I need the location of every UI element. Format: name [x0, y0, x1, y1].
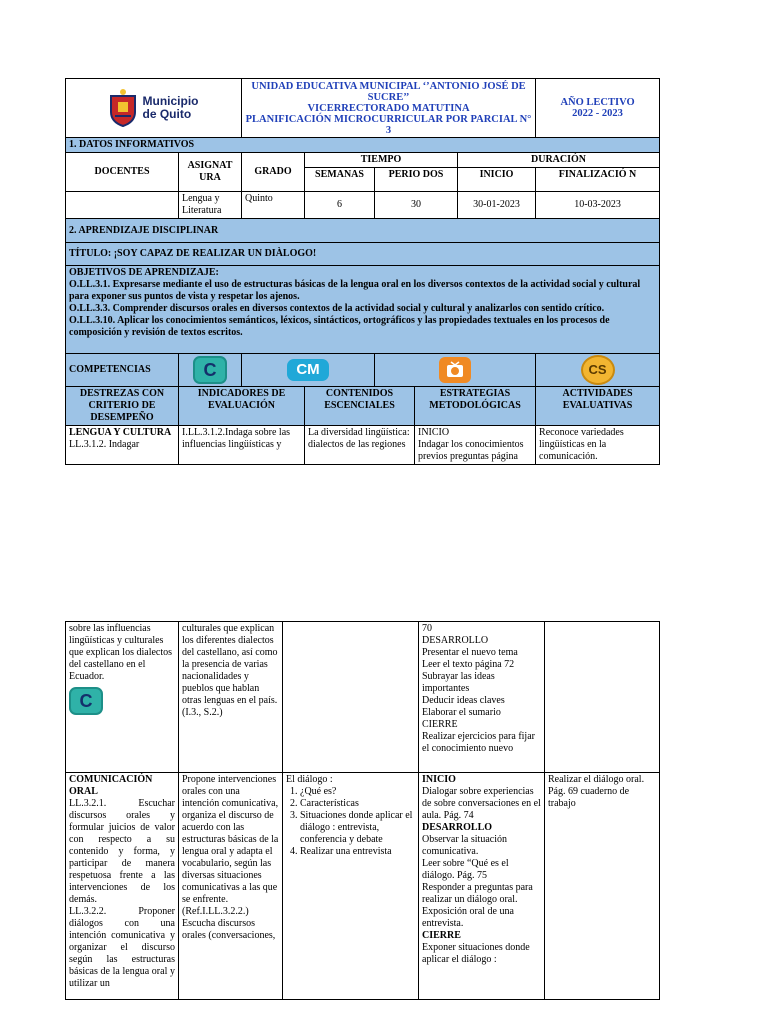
p2-row1-estrategias: [419, 622, 545, 773]
logo-line2: de Quito: [142, 107, 192, 121]
p2-desarrollo-item: Observar la situación comunicativa.: [422, 834, 507, 857]
p2-row2-destreza-heading: COMUNICACIÓN ORAL: [69, 774, 153, 797]
p2-contenido-heading: El diálogo :: [286, 774, 333, 785]
unit-title: TÍTULO: ¡SOY CAPAZ DE REALIZAR UN DIÀLOGO!: [66, 243, 660, 266]
p2-desarrollo-item: Responder a preguntas para realizar un diálogo oral.: [422, 882, 533, 905]
year-label: AÑO LECTIVO: [560, 97, 635, 108]
p2-contenido-list: [286, 786, 415, 858]
learning-objectives: [66, 266, 660, 354]
col-destrezas: DESTREZAS CON CRITERIO DE DESEMPEÑO: [66, 387, 179, 426]
p2-est-line: Subrayar las ideas importantes: [422, 671, 495, 694]
year-value: 2022 - 2023: [572, 108, 623, 119]
col-actividades: ACTIVIDADES EVALUATIVAS: [536, 387, 660, 426]
vice-rectorate: VICERRECTORADO MATUTINA: [307, 102, 470, 114]
col-periodos: PERIO DOS: [375, 168, 458, 192]
math-competency-icon: CM: [287, 359, 329, 381]
row1-estrategia-heading: INICIO: [418, 427, 450, 438]
section1-title: 1. DATOS INFORMATIVOS: [66, 138, 660, 153]
school-name: UNIDAD EDUCATIVA MUNICIPAL ‘’ANTONIO JOSÉ DE SUCRE’’: [251, 80, 526, 103]
logo-cell: [66, 79, 242, 138]
inicio-value: 30-01-2023: [458, 192, 536, 219]
col-grado: GRADO: [242, 153, 305, 192]
planning-table-page2: [65, 621, 660, 1000]
p2-desarrollo-item: Exposición oral de una entrevista.: [422, 906, 514, 929]
p2-row2-indicador: Propone intervenciones orales con una intención comunicativa, organiza el discurso de acuerdo con las estructuras básicas de la lengua oral y adapta el vocabulario, según las diversas situaciones comunicativas a las que se enfrente. (Ref.I.LL.3.2.2.) Escucha discursos orales (conversaciones,: [179, 773, 283, 1000]
col-semanas: SEMANAS: [305, 168, 375, 192]
p2-est-line: CIERRE: [422, 719, 458, 730]
competency-cs-cell: [536, 354, 660, 387]
p2-est-line: Realizar ejercicios para fijar el conocimiento nuevo: [422, 731, 535, 754]
col-contenidos: CONTENIDOS ESCENCIALES: [305, 387, 415, 426]
col-estrategias: ESTRATEGIAS METODOLÓGICAS: [415, 387, 536, 426]
docentes-value: [66, 192, 179, 219]
section2-title: 2. APRENDIZAJE DISCIPLINAR: [66, 219, 660, 243]
asignatura-value: Lengua y Literatura: [179, 192, 242, 219]
p2-est-line: Elaborar el sumario: [422, 707, 501, 718]
p2-row2-estrategias: [419, 773, 545, 1000]
col-indicadores: INDICADORES DE EVALUACIÓN: [179, 387, 305, 426]
school-year: [536, 79, 660, 138]
row1-destreza: [66, 426, 179, 465]
objective-2: O.LL.3.3. Comprender discursos orales en diversos contextos de la actividad social y cultural y analizarlos con sentido crítico.: [69, 303, 605, 314]
planning-table-page1: [65, 78, 660, 465]
objective-1: O.LL.3.1. Expresarse mediante el uso de estructuras básicas de la lengua oral en los diversos contextos de la actividad social y cultural para exponer sus puntos de vista y respetar los ajenos.: [69, 279, 641, 302]
p2-desarrollo-item: Leer sobre “Qué es el diálogo. Pág. 75: [422, 858, 509, 881]
col-asignatura: ASIGNAT URA: [179, 153, 242, 192]
semanas-value: 6: [305, 192, 375, 219]
list-item: 4. Realizar una entrevista: [300, 846, 415, 858]
p2-cierre-text: Exponer situaciones donde aplicar el diálogo :: [422, 942, 530, 965]
row1-actividad: Reconoce variedades lingüísticas en la comunicación.: [536, 426, 660, 465]
p2-est-line: DESARROLLO: [422, 635, 489, 646]
list-item: 2. Características: [300, 798, 415, 810]
p2-actividad-text2: Pág. 69 cuaderno de trabajo: [548, 786, 630, 809]
list-item: 1. ¿Qué es?: [300, 786, 415, 798]
row1-destreza-heading: LENGUA Y CULTURA: [69, 427, 172, 438]
competency-tv-cell: [375, 354, 536, 387]
row1-estrategia: [415, 426, 536, 465]
p2-row2-destreza: [66, 773, 179, 1000]
row1-estrategia-text: Indagar los conocimientos previos preguntas página: [418, 439, 524, 462]
col-docentes: DOCENTES: [66, 153, 179, 192]
p2-est-line: Leer el texto página 72: [422, 659, 515, 670]
row1-contenido: La diversidad lingüística: dialectos de las regiones: [305, 426, 415, 465]
p2-actividad-text: Realizar el diálogo oral.: [548, 774, 645, 785]
logo-line1: Municipio: [142, 94, 199, 108]
p2-row1-destreza: [66, 622, 179, 773]
competency-cm-cell: [242, 354, 375, 387]
p2-row1-destreza-text: sobre las influencias lingüísticas y culturales que explican los dialectos del castellano en el Ecuador.: [69, 623, 173, 682]
quito-shield-icon: [109, 88, 137, 128]
planning-title: PLANIFICACIÓN MICROCURRICULAR POR PARCIAL N° 3: [245, 113, 532, 136]
col-duracion: DURACIÓN: [458, 153, 660, 168]
logo-text: [143, 95, 199, 121]
p2-row2-contenido: [283, 773, 419, 1000]
p2-inicio-heading: INICIO: [422, 774, 456, 785]
digital-competency-icon: [439, 357, 471, 383]
p2-est-line: 70: [422, 623, 432, 634]
school-header: [242, 79, 536, 138]
communication-competency-icon: C: [193, 356, 227, 384]
row1-destreza-text: LL.3.1.2. Indagar: [69, 439, 140, 450]
competencias-label: COMPETENCIAS: [66, 354, 179, 387]
row1-indicador: I.LL.3.1.2.Indaga sobre las influencias lingüísticas y: [179, 426, 305, 465]
p2-inicio-text: Dialogar sobre experiencias de sobre conversaciones en el aula. Pág. 74: [422, 786, 541, 821]
p2-row2-destreza-p2: LL.3.2.2. Proponer diálogos con una intención comunicativa y organizar el discurso según las estructuras básicas de la lengua oral y utilizar un: [69, 906, 175, 989]
col-finalizacion: FINALIZACIÓ N: [536, 168, 660, 192]
objective-3: O.LL.3.10. Aplicar los conocimientos semánticos, léxicos, sintácticos, ortográficos y las propiedades textuales en los procesos de composición y revisión de textos escritos.: [69, 315, 610, 338]
competency-c-cell: [179, 354, 242, 387]
list-item: 3. Situaciones donde aplicar el diálogo : entrevista, conferencia y debate: [300, 810, 415, 846]
p2-cierre-heading: CIERRE: [422, 930, 461, 941]
p2-row2-actividad: [545, 773, 660, 1000]
grado-value: Quinto: [242, 192, 305, 219]
p2-row1-indicador: culturales que explican los diferentes dialectos del castellano, así como la presencia de varias nacionalidades y pueblos que hablan otras lenguas en el país. (I.3., S.2.): [179, 622, 283, 773]
p2-est-line: Presentar el nuevo tema: [422, 647, 518, 658]
p2-row1-contenido: [283, 622, 419, 773]
p2-est-line: Deducir ideas claves: [422, 695, 505, 706]
p2-desarrollo-heading: DESARROLLO: [422, 822, 493, 833]
col-inicio: INICIO: [458, 168, 536, 192]
socio-emotional-competency-icon: CS: [581, 355, 615, 385]
finalizacion-value: 10-03-2023: [536, 192, 660, 219]
periodos-value: 30: [375, 192, 458, 219]
p2-row1-actividad: [545, 622, 660, 773]
communication-competency-icon: C: [69, 687, 103, 715]
col-tiempo: TIEMPO: [305, 153, 458, 168]
p2-row2-destreza-p1: LL.3.2.1. Escuchar discursos orales y formular juicios de valor con respecto a su contenido y forma, y participar de manera respetuosa frente a las intervenciones de los demás.: [69, 798, 175, 905]
objectives-label: OBJETIVOS DE APRENDIZAJE:: [69, 267, 219, 278]
tv-icon: [445, 361, 465, 379]
